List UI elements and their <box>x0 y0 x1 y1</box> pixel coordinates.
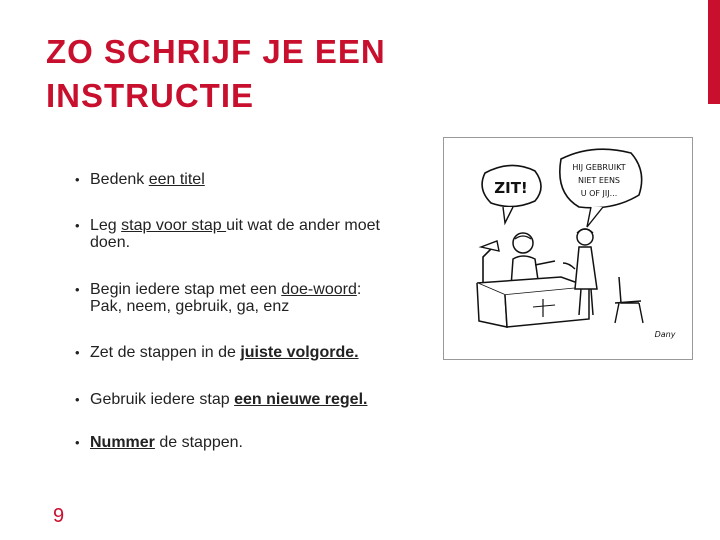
bullet-step-by-step: • Leg stap voor stap uit wat de ander moet doen. <box>74 217 454 251</box>
speech-right-line-2: NIET EENS <box>578 176 620 185</box>
bullet-verb: • Begin iedere stap met een doe-woord: Pak, neem, gebruik, ga, enz <box>74 281 454 315</box>
cartoon-signature: Dany <box>654 330 676 339</box>
page-number: 9 <box>53 505 65 527</box>
slide-title-line-2: INSTRUCTIE <box>46 77 254 114</box>
slide-title <box>46 30 606 118</box>
bullet-number: • Nummer de stappen. <box>74 434 454 451</box>
bullet-order: • Zet de stappen in de juiste volgorde. <box>74 344 454 361</box>
speech-right-line-1: HIJ GEBRUIKT <box>572 163 626 172</box>
accent-bar <box>708 0 720 104</box>
speech-right-line-3: U OF JIJ... <box>580 189 618 198</box>
bullet-title: • Bedenk een titel <box>74 171 454 188</box>
speech-left-text: ZIT! <box>494 179 528 197</box>
desk <box>477 277 589 327</box>
cartoon-illustration <box>443 137 693 360</box>
bullet-new-line: • Gebruik iedere stap een nieuwe regel. <box>74 391 454 408</box>
slide-title-line-1: ZO SCHRIJF JE EEN <box>46 33 386 70</box>
